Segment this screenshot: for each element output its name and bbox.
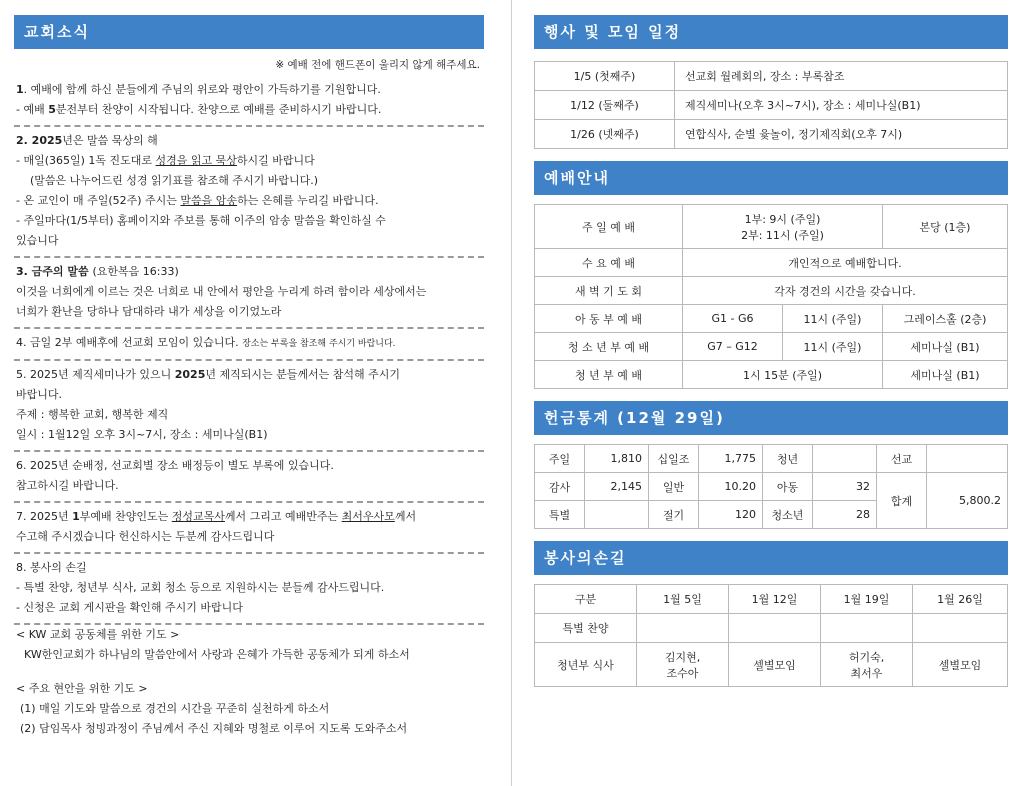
item-text: 있습니다 — [16, 234, 59, 247]
column-header: 구분 — [535, 585, 637, 614]
service-cell: 셀별모임 — [729, 643, 821, 687]
service-cell — [637, 614, 729, 643]
item-text: - 매일(365일) 1독 진도대로 — [16, 154, 156, 167]
item-text: 5. 2025년 제직세미나가 있으니 — [16, 368, 175, 381]
service-cell — [729, 614, 821, 643]
news-item-3 — [14, 258, 484, 329]
table-row — [535, 249, 1008, 277]
worship-table — [534, 204, 1008, 389]
offering-value — [585, 501, 649, 529]
item-title-text: 년은 말씀 묵상의 해 — [62, 134, 158, 147]
item-title: 3. 금주의 말씀 — [16, 265, 93, 278]
item-text: 6. 2025년 순배정, 선교회별 장소 배정등이 별도 부록에 있습니다. — [16, 459, 334, 472]
offering-value: 28 — [813, 501, 877, 529]
item-text: 하시길 바랍니다 — [236, 154, 315, 167]
service-time: 11시 (주일) — [783, 333, 883, 361]
service-name: 청 년 부 예 배 — [535, 361, 683, 389]
table-row — [535, 614, 1008, 643]
column-header: 1월 12일 — [729, 585, 821, 614]
prayer-title-text: < — [16, 628, 29, 641]
service-cell — [913, 614, 1008, 643]
offering-label: 아동 — [763, 473, 813, 501]
table-row — [535, 205, 1008, 249]
news-item-6 — [14, 452, 484, 503]
schedule-event: 제직세미나(오후 3시~7시), 장소 : 세미나실(B1) — [675, 91, 1008, 120]
service-note: 개인적으로 예배합니다. — [683, 249, 1008, 277]
item-text: 께서 — [394, 510, 417, 523]
prayer-title: < 주요 현안을 위한 기도 > — [16, 682, 148, 695]
item-text: 참고하시길 바랍니다. — [16, 479, 119, 492]
service-time-line: 2부: 11시 (주일) — [741, 228, 824, 242]
item-title: 8. 봉사의 손길 — [16, 561, 87, 574]
offering-label: 특별 — [535, 501, 585, 529]
scripture-text: 너희가 환난을 당하나 담대하라 내가 세상을 이기었노라 — [16, 305, 282, 318]
item-underlined: 말씀을 암송 — [180, 194, 238, 207]
item-text: - 특별 찬양, 청년부 식사, 교회 청소 등으로 지원하시는 분들께 감사드립니다. — [16, 581, 385, 594]
offering-value: 32 — [813, 473, 877, 501]
scripture-text: 이것을 너희에게 이르는 것은 너희로 내 안에서 평안을 누리게 하려 함이라 세상에서는 — [16, 285, 427, 298]
service-place: 세미나실 (B1) — [883, 361, 1008, 389]
offering-label: 일반 — [649, 473, 699, 501]
item-emphasis: 2025 — [174, 368, 206, 381]
community-prayer — [14, 625, 484, 739]
prayer-title-emphasis: KW — [28, 628, 47, 641]
prayer-title-text: 교회 공동체를 위한 기도 > — [46, 628, 180, 641]
service-note: 각자 경건의 시간을 갖습니다. — [683, 277, 1008, 305]
offering-value: 2,145 — [585, 473, 649, 501]
item-underlined: 정성교목사 — [171, 510, 225, 523]
news-item-2 — [14, 127, 484, 258]
offering-value: 10.20 — [699, 473, 763, 501]
offering-label: 선교 — [877, 445, 927, 473]
table-row — [535, 62, 1008, 91]
prayer-item: (2) 담임목사 청빙과정이 주님께서 주신 지혜와 명철로 이루어 지도록 도와주소서 — [20, 722, 408, 735]
offering-label: 절기 — [649, 501, 699, 529]
offering-label: 십일조 — [649, 445, 699, 473]
item-title-text: (요한복음 16:33) — [92, 265, 179, 278]
offering-label: 청소년 — [763, 501, 813, 529]
offering-value — [927, 445, 1008, 473]
service-name: 아 동 부 예 배 — [535, 305, 683, 333]
schedule-event: 연합식사, 순별 윷놀이, 정기제직회(오후 7시) — [675, 120, 1008, 149]
offering-value: 1,810 — [585, 445, 649, 473]
offering-label: 감사 — [535, 473, 585, 501]
service-place: 본당 (1층) — [883, 205, 1008, 249]
service-name: 주 일 예 배 — [535, 205, 683, 249]
news-item-7 — [14, 503, 484, 554]
item-number: 1 — [16, 83, 24, 96]
service-grade: G7 – G12 — [683, 333, 783, 361]
offering-value: 1,775 — [699, 445, 763, 473]
schedule-date: 1/12 (둘째주) — [535, 91, 675, 120]
service-row-label: 특별 찬양 — [535, 614, 637, 643]
item-text: 일시 : 1월12일 오후 3시~7시, 장소 : 세미나실(B1) — [16, 428, 268, 441]
item-text: - 주일마다(1/5부터) 홈페이지와 주보를 통해 이주의 암송 말씀을 확인하실 수 — [16, 214, 386, 227]
service-time: 1시 15분 (주일) — [683, 361, 883, 389]
offering-value: 120 — [699, 501, 763, 529]
service-cell: 셀별모임 — [913, 643, 1008, 687]
item-text: 께서 그리고 예배반주는 — [224, 510, 342, 523]
volunteer-name: 조수아 — [666, 666, 699, 680]
table-row — [535, 643, 1008, 687]
right-column — [534, 15, 1008, 687]
item-text: 분전부터 찬양이 시작됩니다. 찬양으로 예배를 준비하시기 바랍니다. — [55, 103, 382, 116]
service-place: 세미나실 (B1) — [883, 333, 1008, 361]
table-row — [535, 473, 1008, 501]
table-row — [535, 120, 1008, 149]
offering-total-value: 5,800.2 — [927, 473, 1008, 529]
service-time: 11시 (주일) — [783, 305, 883, 333]
service-place: 그레이스홀 (2층) — [883, 305, 1008, 333]
item-text: 하는 은혜를 누리길 바랍니다. — [237, 194, 379, 207]
column-header: 1월 19일 — [821, 585, 913, 614]
item-text: - 온 교인이 매 주일(52주) 주시는 — [16, 194, 181, 207]
item-emphasis: 1 — [72, 510, 80, 523]
service-header: 봉사의손길 — [534, 541, 1008, 575]
offering-label: 청년 — [763, 445, 813, 473]
item-text: . 예배에 함께 하신 분들에게 주님의 위로와 평안이 가득하기를 기원합니다. — [23, 83, 381, 96]
service-grade: G1 - G6 — [683, 305, 783, 333]
column-header: 1월 26일 — [913, 585, 1008, 614]
table-row — [535, 91, 1008, 120]
prayer-item: (1) 매일 기도와 말씀으로 경건의 시간을 꾸준히 실천하게 하소서 — [20, 702, 330, 715]
item-underlined: 최서우사모 — [341, 510, 395, 523]
service-name: 청 소 년 부 예 배 — [535, 333, 683, 361]
item-text: 년 제직되시는 분들께서는 참석해 주시기 — [205, 368, 401, 381]
item-text: - 예배 — [16, 103, 49, 116]
table-row — [535, 305, 1008, 333]
worship-header: 예배안내 — [534, 161, 1008, 195]
service-name: 수 요 예 배 — [535, 249, 683, 277]
item-text: 부예배 찬양인도는 — [79, 510, 172, 523]
news-item-4 — [14, 329, 484, 361]
service-time-line: 1부: 9시 (주일) — [744, 212, 821, 226]
offering-value — [813, 445, 877, 473]
item-text: 7. 2025년 — [16, 510, 73, 523]
service-time — [683, 205, 883, 249]
prayer-text: KW한인교회가 하나님의 말씀안에서 사랑과 은혜가 가득한 공동체가 되게 하소서 — [24, 648, 410, 661]
item-text: 바랍니다. — [16, 388, 63, 401]
news-item-8 — [14, 554, 484, 623]
news-item-1 — [14, 76, 484, 127]
service-cell — [637, 643, 729, 687]
item-title: 2. 2025 — [16, 134, 63, 147]
schedule-date: 1/5 (첫째주) — [535, 62, 675, 91]
item-text: 주제 : 행복한 교회, 행복한 제직 — [16, 408, 169, 421]
item-underlined: 성경을 읽고 묵상 — [155, 154, 237, 167]
schedule-table — [534, 61, 1008, 149]
service-row-label: 청년부 식사 — [535, 643, 637, 687]
table-row — [535, 445, 1008, 473]
item-small-text: 장소는 부록을 참조해 주시기 바랍니다. — [242, 339, 396, 349]
service-name: 새 벽 기 도 회 — [535, 277, 683, 305]
volunteer-name: 허기숙, — [848, 650, 885, 664]
item-text: (말씀은 나누어드린 성경 읽기표를 참조해 주시기 바랍니다.) — [30, 174, 319, 187]
table-row — [535, 333, 1008, 361]
service-table — [534, 584, 1008, 687]
schedule-header: 행사 및 모임 일정 — [534, 15, 1008, 49]
offering-label: 주일 — [535, 445, 585, 473]
column-header: 1월 5일 — [637, 585, 729, 614]
table-row — [535, 361, 1008, 389]
volunteer-name: 최서우 — [850, 666, 883, 680]
offering-total-label: 합계 — [877, 473, 927, 529]
news-item-5 — [14, 361, 484, 452]
schedule-date: 1/26 (넷째주) — [535, 120, 675, 149]
page-divider — [511, 0, 512, 786]
item-text: 수고해 주시겠습니다 헌신하시는 두분께 감사드립니다 — [16, 530, 275, 543]
table-header-row — [535, 585, 1008, 614]
phone-notice: ※ 예배 전에 핸드폰이 울리지 않게 해주세요. — [275, 59, 480, 71]
volunteer-name: 김지현, — [664, 650, 701, 664]
church-news-header: 교회소식 — [14, 15, 484, 49]
offering-header: 헌금통계 (12월 29일) — [534, 401, 1008, 435]
offering-table — [534, 444, 1008, 529]
service-cell — [821, 643, 913, 687]
church-news-column — [14, 15, 484, 739]
table-row — [535, 277, 1008, 305]
item-emphasis: 5 — [48, 103, 56, 116]
item-text: 4. 금일 2부 예배후에 선교회 모임이 있습니다. — [16, 336, 243, 349]
service-cell — [821, 614, 913, 643]
schedule-event: 선교회 월례회의, 장소 : 부록참조 — [675, 62, 1008, 91]
item-text: - 신청은 교회 게시판을 확인해 주시기 바랍니다 — [16, 601, 243, 614]
